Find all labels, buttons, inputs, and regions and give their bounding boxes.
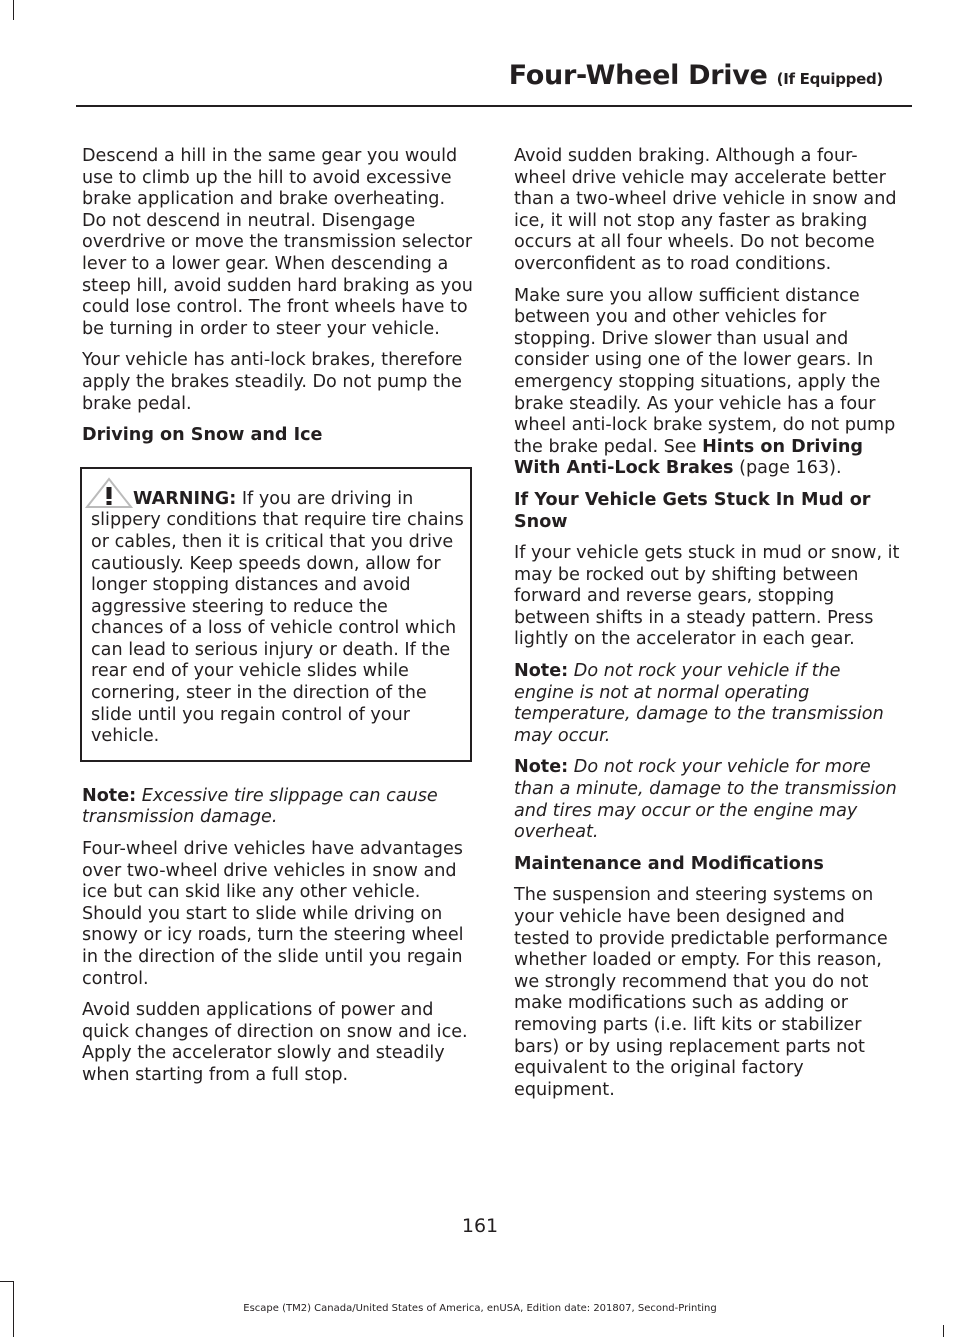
warning-text: If you are driving in slippery conditions that require tire chains or cables, then it is critical that you drive cautiously. Keep speeds down, allow for longer stopping distances and avoid aggressive steering to reduce the chances of a loss of vehicle control which can lead to serious injury or death. If the rear end of your vehicle slides while cornering, steer in the direction of the slide until you regain control of your vehicle. bbox=[91, 488, 464, 747]
paragraph bbox=[514, 286, 906, 480]
section-heading: Driving on Snow and Ice bbox=[82, 425, 323, 446]
paragraph: If your vehicle gets stuck in mud or snow, it may be rocked out by shifting between forward and reverse gears, stopping between shifts in a steady pattern. Press lightly on the accelerator in each gear. bbox=[514, 543, 900, 650]
crop-mark-top-left bbox=[13, 0, 14, 20]
paragraph-text: Make sure you allow sufficient distance between you and other vehicles for stopping. Drive slower than usual and consider using one of the lower gears. In emergency stopping situations, apply the brake steadily. As your vehicle has a four wheel anti-lock brake system, do not pump the brake pedal. See bbox=[514, 285, 896, 457]
paragraph: Avoid sudden braking. Although a four-wheel drive vehicle may accelerate better than a two-wheel drive vehicle in snow and ice, it will not stop any faster as braking occurs at all four wheels. Do not become overconfident as to road conditions. bbox=[514, 146, 897, 274]
crop-mark-bottom-left-h bbox=[0, 1281, 14, 1282]
left-column bbox=[82, 146, 474, 1097]
note-text: Do not rock your vehicle if the engine is not at normal operating temperature, damage to the transmission may occur. bbox=[514, 661, 884, 746]
right-column bbox=[514, 146, 906, 1111]
paragraph: Avoid sudden applications of power and quick changes of direction on snow and ice. Apply the accelerator slowly and steadily when starting from a full stop. bbox=[82, 1000, 468, 1085]
note-label: Note: bbox=[514, 757, 569, 778]
warning-triangle-icon bbox=[85, 477, 133, 509]
cross-reference-link[interactable]: Hints on Driving With Anti-Lock Brakes bbox=[514, 436, 864, 479]
warning-label: WARNING: bbox=[133, 488, 237, 509]
note-text: Excessive tire slippage can cause transmission damage. bbox=[82, 785, 438, 828]
page-reference: (page 163). bbox=[733, 458, 842, 479]
page-number: 161 bbox=[461, 1215, 499, 1237]
paragraph: Your vehicle has anti-lock brakes, therefore apply the brakes steadily. Do not pump the brake pedal. bbox=[82, 350, 463, 414]
header-rule bbox=[76, 105, 912, 107]
note bbox=[514, 661, 906, 747]
note-label: Note: bbox=[82, 785, 137, 806]
warning-box bbox=[80, 467, 472, 762]
note bbox=[82, 786, 474, 829]
paragraph: Descend a hill in the same gear you would use to climb up the hill to avoid excessive brake application and brake overheating. Do not descend in neutral. Disengage overdrive or move the transmission selector lever to a lower gear. When descending a steep hill, avoid sudden hard braking as you could lose control. The front wheels have to be turning in order to steer your vehicle. bbox=[82, 146, 473, 339]
section-heading: Maintenance and Modifications bbox=[514, 853, 824, 874]
paragraph: The suspension and steering systems on your vehicle have been designed and tested to provide predictable performance whether loaded or empty. For this reason, we strongly recommend that you do not make modifications such as adding or removing parts (i.e. lift kits or stabilizer bars) or by using replacement parts not equivalent to the original factory equipment. bbox=[514, 885, 888, 1100]
crop-mark-bottom-right bbox=[943, 1325, 944, 1337]
note-label: Note: bbox=[514, 661, 569, 682]
paragraph: Four-wheel drive vehicles have advantages over two-wheel drive vehicles in snow and ice but can skid like any other vehicle. Should you start to slide while driving on snowy or icy roads, turn the steering wheel in the direction of the slide until you regain control. bbox=[82, 839, 464, 989]
note bbox=[514, 757, 906, 843]
note-text: Do not rock your vehicle for more than a minute, damage to the transmission and tires may occur or the engine may overheat. bbox=[514, 757, 897, 843]
header-title: Four-Wheel Drive bbox=[508, 60, 768, 91]
header-subtitle: (If Equipped) bbox=[776, 70, 883, 88]
page-header bbox=[0, 60, 883, 91]
section-heading: If Your Vehicle Gets Stuck In Mud or Snow bbox=[514, 489, 871, 532]
footer: Escape (TM2) Canada/United States of America, enUSA, Edition date: 201807, Second-Printing bbox=[243, 1303, 717, 1314]
